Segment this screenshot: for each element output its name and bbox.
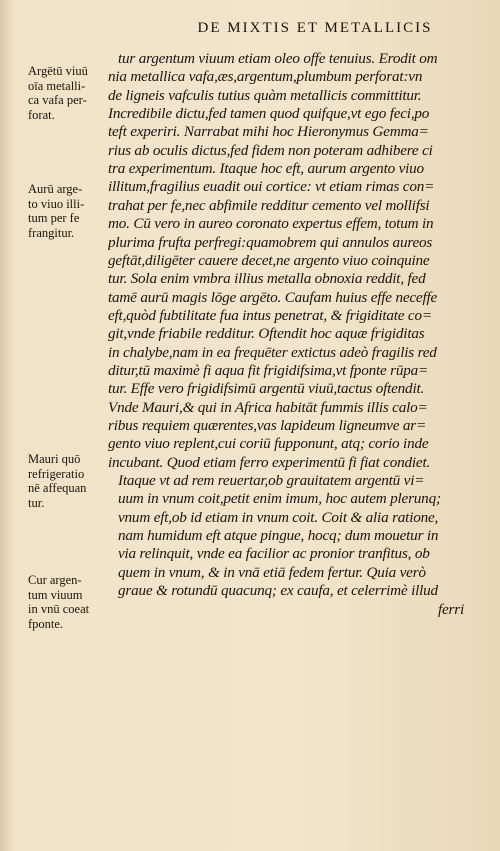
text-line: nam humidum eft atque pingue, hocq; dum mouetur in — [118, 527, 439, 545]
text-line: eft,quòd fubtilitate fua intus penetrat, & frigiditate co= — [108, 306, 432, 324]
text-line: Incredibile dictu,fed tamen quod quifque,vt ego feci,po — [108, 105, 430, 123]
margin-note-line: Cur argen- — [28, 573, 82, 587]
text-line: tur. Effe vero frigidifsimū argentū viuū,tactus oftendit. — [108, 380, 425, 398]
margin-note-line: Aurū arge- — [28, 182, 83, 196]
text-line: tra experimentum. Itaque hoc eft, aurum argento viuo — [108, 160, 424, 178]
text-line: ribus requiem quærentes,vas lapideum ligneumve ar= — [108, 417, 427, 434]
text-line: nia metallica vafa,æs,argentum,plumbum perforat:vn — [108, 68, 423, 86]
margin-note-line: oīa metalli- — [28, 78, 86, 93]
text-line: rius ab oculis dictus,fed fidem non poteram adhibere ci — [108, 141, 433, 159]
margin-note-line: tum viuum — [28, 587, 83, 602]
text-line: de ligneis vafculis tutius quàm metallicis committitur. — [108, 86, 422, 104]
margin-note-line: in vnū coeat — [28, 602, 90, 617]
text-line: uum in vnum coit,petit enim imum, hoc autem plerunq; — [118, 490, 441, 508]
margin-note-line: tum per fe — [28, 211, 80, 226]
margin-note — [28, 452, 112, 510]
text-line: Itaque vt ad rem reuertar,ob grauitatem argentū vi= — [118, 472, 425, 490]
margin-note — [28, 573, 112, 631]
margin-note-line: forat. — [28, 107, 55, 122]
text-line: tur argentum viuum etiam oleo offe tenuius. Erodit om — [118, 50, 438, 67]
text-line: tamē aurū magis lōge argēto. Caufam huius effe neceffe — [108, 288, 438, 306]
text-line: quem in vnum, & in vnā etiā fedem fertur. Quia verò — [118, 563, 426, 581]
text-line: gento viuo replent,cui coriū fupponunt, atq; corio inde — [108, 435, 429, 453]
margin-note-line: frangitur. — [28, 225, 75, 240]
text-line: via relinquit, vnde ea facilior ac pronior tranfitus, ob — [118, 545, 430, 563]
text-line: in chalybe,nam in ea frequēter extictus adeò fragilis red — [108, 343, 437, 361]
text-line: geftāt,diligēter cauere decet,ne argento viuo coinquine — [108, 251, 430, 269]
text-line: Vnde Mauri,& qui in Africa habitāt fummis illis calo= — [108, 398, 428, 416]
text-line: incubant. Quod etiam ferro experimentū fi fiat condiet. — [108, 453, 431, 471]
text-line: teft experiri. Narrabat mihi hoc Hieronymus Gemma= — [108, 123, 429, 141]
text-line: git,vnde friabile redditur. Oftendit hoc aquæ frigiditas — [108, 325, 425, 343]
text-line: plurima frufta perfregi:quamobrem qui annulos aureos — [108, 233, 433, 251]
margin-note — [28, 182, 112, 240]
text-line: ferri — [438, 600, 465, 618]
text-line: ditur,tū maximè fi aqua fit frigidifsima,vt fponte rūpa= — [108, 361, 429, 379]
margin-note-line: Mauri quō — [28, 452, 81, 466]
text-line: graue & rotundū quacunq; ex caufa, et celerrimè illud — [118, 582, 438, 600]
margin-note-line: refrigeratio — [28, 466, 85, 481]
margin-note-line: tur. — [28, 495, 45, 510]
text-line: trahat per fe,nec abfimile redditur cemento vel mollifsi — [108, 196, 430, 214]
margin-note-line: fponte. — [28, 616, 64, 631]
margin-note-line: ca vafa per- — [28, 93, 87, 108]
text-line: illitum,fragilius euadit oui cortice: vt etiam rimas con= — [108, 178, 435, 196]
text-line: tur. Sola enim vmbra illius metalla obnoxia reddit, fed — [108, 270, 426, 288]
margin-note-line: nē affequan — [28, 481, 87, 496]
margin-note-line: Argētū viuū — [28, 64, 88, 78]
text-line: mo. Cū vero in aureo coronato expertus effem, totum in — [108, 215, 434, 233]
running-header: DE MIXTIS ET METALLICIS — [197, 20, 433, 36]
margin-note — [28, 64, 112, 122]
margin-note-line: to viuo illi- — [28, 196, 85, 211]
text-line: vnum eft,ob id etiam in vnum coit. Coit & alia ratione, — [118, 508, 439, 526]
